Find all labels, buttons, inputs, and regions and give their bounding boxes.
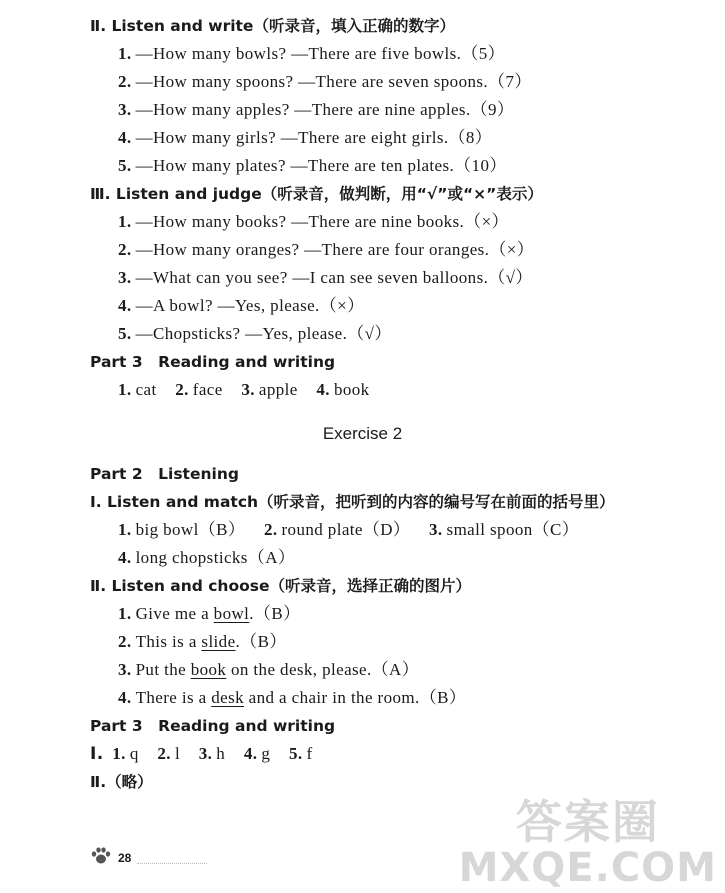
- item-text-pre: There is a: [135, 688, 212, 707]
- section-heading-listen-choose: Ⅱ. Listen and choose（听录音，选择正确的图片）: [90, 577, 472, 595]
- part-heading: Part 2 Listening: [90, 465, 239, 483]
- item-text: —How many plates? —There are ten plates.（10）: [135, 156, 507, 175]
- item-number: 3.: [198, 744, 213, 763]
- item-number: 1.: [118, 44, 132, 63]
- item-text: f: [306, 744, 313, 763]
- item-number: 4.: [316, 380, 330, 399]
- list-item: [118, 128, 492, 148]
- item-number: 2.: [118, 632, 132, 651]
- underlined-word: book: [190, 660, 227, 679]
- list-item: [118, 296, 365, 316]
- item-text: —What can you see? —I can see seven balloons.（√）: [135, 268, 533, 287]
- item-text: cat: [135, 380, 157, 399]
- item-number: 3.: [118, 660, 132, 679]
- list-item: [118, 632, 287, 652]
- item-number: 1.: [118, 380, 132, 399]
- item-number: 4.: [118, 688, 132, 707]
- list-item: [118, 156, 507, 176]
- item-text-pre: This is a: [135, 632, 202, 651]
- item-number: 2.: [263, 520, 278, 539]
- list-item: [118, 240, 534, 260]
- underlined-word: bowl: [213, 604, 250, 623]
- item-text: —A bowl? —Yes, please.（×）: [135, 296, 365, 315]
- answer-row: [118, 520, 579, 540]
- item-text: long chopsticks（A）: [135, 548, 296, 567]
- item-text: —Chopsticks? —Yes, please.（√）: [135, 324, 392, 343]
- item-number: 3.: [241, 380, 255, 399]
- item-text: face: [192, 380, 223, 399]
- item-text: —How many books? —There are nine books.（×）: [135, 212, 509, 231]
- paw-icon: [90, 846, 112, 870]
- watermark-line2: MXQE.COM: [458, 845, 717, 891]
- list-item: [118, 212, 509, 232]
- item-number: 4.: [118, 548, 132, 567]
- item-text: —How many bowls? —There are five bowls.（5）: [135, 44, 506, 63]
- decorative-dotted-line: [137, 853, 207, 864]
- answer-row: [118, 548, 295, 568]
- item-number: 1.: [118, 604, 132, 623]
- item-number: 1.: [118, 212, 132, 231]
- list-item: [118, 268, 533, 288]
- item-number: 1.: [118, 520, 132, 539]
- item-number: 4.: [243, 744, 258, 763]
- item-text: book: [333, 380, 370, 399]
- item-text: —How many spoons? —There are seven spoons.（7）: [135, 72, 532, 91]
- list-item: [118, 660, 419, 680]
- watermark-line1: 答案圈: [515, 795, 660, 849]
- list-item: [118, 604, 300, 624]
- item-text-post: on the desk, please.（A）: [226, 660, 420, 679]
- item-text: round plate（D）: [281, 520, 411, 539]
- answer-row: [118, 380, 370, 400]
- item-number: 5.: [288, 744, 303, 763]
- underlined-word: slide: [201, 632, 236, 651]
- section-heading-listen-write: Ⅱ. Listen and write（听录音，填入正确的数字）: [90, 17, 455, 35]
- item-text: —How many girls? —There are eight girls.（8）: [135, 128, 493, 147]
- item-number: 2.: [118, 72, 132, 91]
- answer-row-omitted: Ⅱ.（略）: [90, 773, 153, 791]
- item-number: 4.: [118, 296, 132, 315]
- item-text: q: [129, 744, 139, 763]
- list-item: [118, 324, 392, 344]
- item-text-post: .（B）: [249, 604, 301, 623]
- exercise-title: Exercise 2: [322, 424, 403, 443]
- item-number: 5.: [118, 324, 132, 343]
- underlined-word: desk: [211, 688, 244, 707]
- part-heading: Part 3 Reading and writing: [90, 353, 336, 371]
- item-text-post: .（B）: [235, 632, 287, 651]
- item-number: 4.: [118, 128, 132, 147]
- item-number: 3.: [118, 268, 132, 287]
- item-text-pre: Put the: [135, 660, 191, 679]
- answer-row: [90, 744, 313, 764]
- item-number: 2.: [157, 744, 171, 763]
- item-text-pre: Give me a: [135, 604, 214, 623]
- item-text: apple: [258, 380, 298, 399]
- item-number: 3.: [118, 100, 132, 119]
- item-text-post: and a chair in the room.（B）: [244, 688, 467, 707]
- list-item: [118, 72, 532, 92]
- section-heading-listen-judge: Ⅲ. Listen and judge（听录音，做判断，用“√”或“×”表示）: [90, 185, 543, 203]
- item-text: g: [261, 744, 271, 763]
- list-item: [118, 688, 466, 708]
- list-item: [118, 100, 514, 120]
- item-text: big bowl（B）: [135, 520, 246, 539]
- item-text: —How many oranges? —There are four oranges.（×）: [135, 240, 535, 259]
- list-item: [118, 44, 505, 64]
- item-number: 2.: [118, 240, 132, 259]
- item-text: h: [216, 744, 226, 763]
- item-text: small spoon（C）: [446, 520, 580, 539]
- item-text: l: [174, 744, 181, 763]
- item-text: —How many apples? —There are nine apples.（9）: [135, 100, 515, 119]
- watermark-logo: [459, 797, 717, 889]
- roman-numeral: Ⅰ.: [90, 744, 104, 764]
- part-heading: Part 3 Reading and writing: [90, 717, 336, 735]
- section-heading-listen-match: Ⅰ. Listen and match（听录音，把听到的内容的编号写在前面的括号里）: [90, 493, 615, 511]
- item-number: 2.: [175, 380, 189, 399]
- page-footer: [90, 846, 207, 870]
- item-number: 3.: [428, 520, 443, 539]
- item-number: 1.: [112, 744, 126, 763]
- item-number: 5.: [118, 156, 132, 175]
- page-number: 28: [118, 851, 132, 865]
